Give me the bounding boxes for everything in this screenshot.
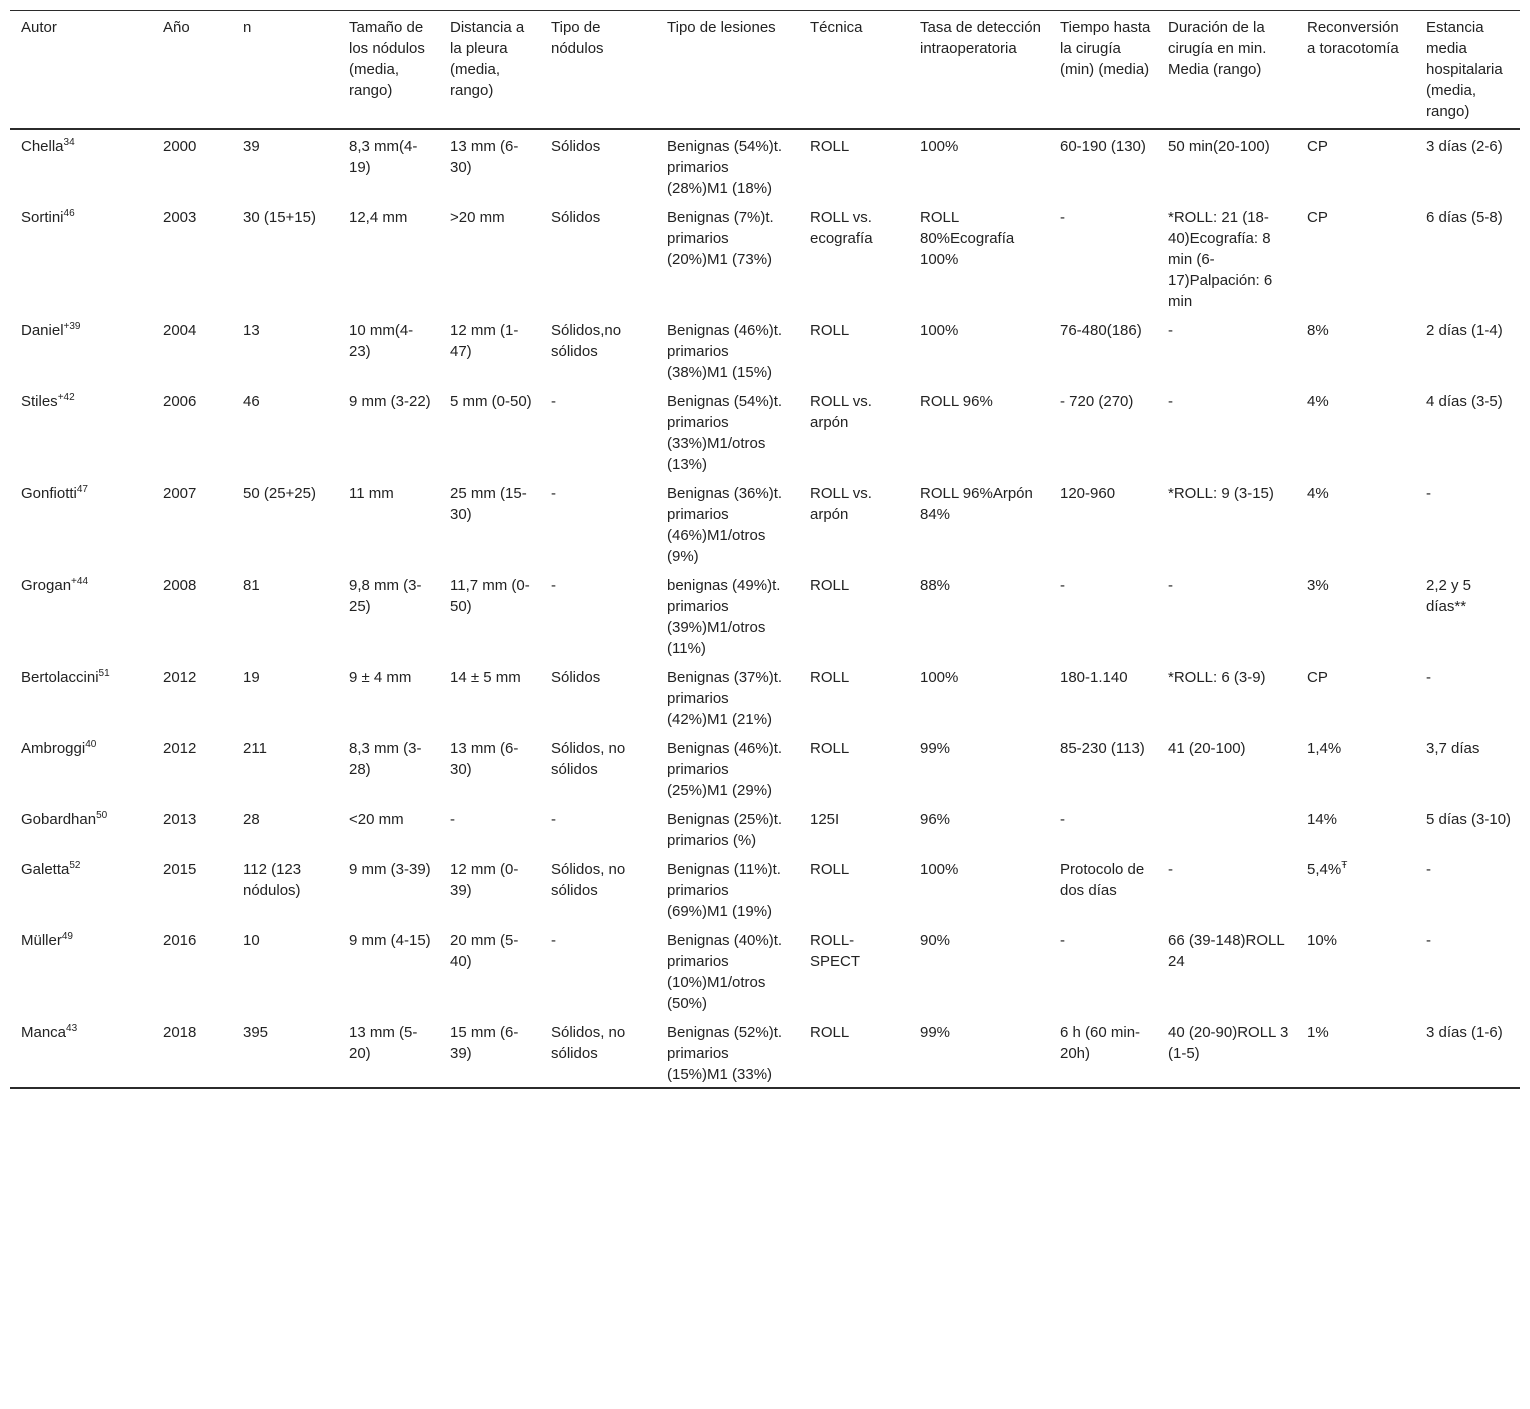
reference-superscript: 50 xyxy=(96,810,108,821)
cell-author: Ambroggi$^{40}$ xyxy=(21,739,97,757)
cell-distance: 13 mm (6-30) xyxy=(450,138,519,176)
cell-duration: 40 (20-90)ROLL 3 (1-5) xyxy=(1168,1024,1289,1062)
table-row xyxy=(10,314,1520,385)
cell-time-to-surgery: 85-230 (113) xyxy=(1060,740,1145,757)
cell-detection: 100% xyxy=(920,669,959,686)
studies-table-frame xyxy=(10,10,1520,1089)
header-tiempo-cirugia: Tiempo hasta la cirugía (min) (media) xyxy=(1049,11,1157,129)
table-row xyxy=(10,129,1520,201)
cell-duration: - xyxy=(1168,861,1173,878)
cell-time-to-surgery: 6 h (60 min-20h) xyxy=(1060,1024,1141,1062)
cell-lesions: Benignas (40%)t. primarios (10%)M1/otros (50%) xyxy=(667,932,783,1012)
cell-stay: 3 días (2-6) xyxy=(1426,138,1503,155)
table-row xyxy=(10,803,1520,853)
cell-conversion: CP xyxy=(1307,209,1328,226)
reference-superscript: 43 xyxy=(66,1023,78,1034)
cell-duration: *ROLL: 9 (3-15) xyxy=(1168,485,1274,502)
cell-year: 2006 xyxy=(163,393,197,410)
cell-duration: 41 (20-100) xyxy=(1168,740,1246,757)
cell-year: 2008 xyxy=(163,577,197,594)
cell-size: 8,3 mm (3-28) xyxy=(349,740,422,778)
cell-year: 2000 xyxy=(163,138,197,155)
cell-technique: ROLL vs. arpón xyxy=(810,393,872,431)
cell-detection: 96% xyxy=(920,811,951,828)
cell-stay: 5 días (3-10) xyxy=(1426,811,1512,828)
cell-author: Gobardhan$^{50}$ xyxy=(21,810,108,828)
cell-n: 211 xyxy=(243,740,267,757)
cell-distance: 25 mm (15-30) xyxy=(450,485,527,523)
cell-stay: - xyxy=(1426,485,1431,502)
reference-superscript: 34 xyxy=(63,137,75,148)
cell-detection: 100% xyxy=(920,861,959,878)
cell-year: 2018 xyxy=(163,1024,197,1041)
cell-distance: 14 ± 5 mm xyxy=(450,669,521,686)
header-distancia: Distancia a la pleura (media, rango) xyxy=(439,11,540,129)
table-row xyxy=(10,1016,1520,1087)
cell-year: 2015 xyxy=(163,861,197,878)
cell-lesions: Benignas (37%)t. primarios (42%)M1 (21%) xyxy=(667,669,783,728)
cell-time-to-surgery: - 720 (270) xyxy=(1060,393,1134,410)
cell-time-to-surgery: Protocolo de dos días xyxy=(1060,861,1145,899)
cell-author: Daniel$^{+39}$ xyxy=(21,321,81,339)
cell-author: Galetta$^{52}$ xyxy=(21,860,81,878)
cell-distance: 12 mm (1-47) xyxy=(450,322,519,360)
cell-technique: ROLL xyxy=(810,1024,850,1041)
cell-nodule-type: Sólidos, no sólidos xyxy=(551,861,626,899)
cell-lesions: Benignas (46%)t. primarios (25%)M1 (29%) xyxy=(667,740,783,799)
cell-nodule-type: Sólidos, no sólidos xyxy=(551,740,626,778)
table-row xyxy=(10,661,1520,732)
cell-conversion: 1,4% xyxy=(1307,740,1342,757)
cell-year: 2013 xyxy=(163,811,197,828)
cell-time-to-surgery: - xyxy=(1060,577,1065,594)
cell-author: Bertolaccini$^{51}$ xyxy=(21,668,110,686)
table-row xyxy=(10,569,1520,661)
header-tecnica: Técnica xyxy=(799,11,909,129)
cell-time-to-surgery: - xyxy=(1060,811,1065,828)
cell-n: 28 xyxy=(243,811,260,828)
cell-stay: 3 días (1-6) xyxy=(1426,1024,1503,1041)
cell-duration: - xyxy=(1168,393,1173,410)
cell-size: 13 mm (5-20) xyxy=(349,1024,418,1062)
header-autor: Autor xyxy=(10,11,152,129)
table-row xyxy=(10,385,1520,477)
cell-year: 2004 xyxy=(163,322,197,339)
cell-time-to-surgery: 76-480(186) xyxy=(1060,322,1142,339)
cell-size: 11 mm xyxy=(349,485,394,502)
cell-n: 13 xyxy=(243,322,260,339)
cell-time-to-surgery: 180-1.140 xyxy=(1060,669,1128,686)
cell-author: Müller$^{49}$ xyxy=(21,931,73,949)
cell-detection: 99% xyxy=(920,1024,951,1041)
cell-technique: ROLL xyxy=(810,577,850,594)
cell-detection: ROLL 96%Arpón 84% xyxy=(920,485,1033,523)
cell-conversion: 4% xyxy=(1307,485,1329,502)
header-estancia: Estancia media hospitalaria (media, rango) xyxy=(1415,11,1520,129)
cell-n: 10 xyxy=(243,932,260,949)
cell-technique: ROLL xyxy=(810,861,850,878)
cell-distance: 12 mm (0-39) xyxy=(450,861,519,899)
reference-superscript: 51 xyxy=(98,668,110,679)
cell-lesions: Benignas (46%)t. primarios (38%)M1 (15%) xyxy=(667,322,783,381)
cell-author: Stiles$^{+42}$ xyxy=(21,392,75,410)
cell-size: 9,8 mm (3-25) xyxy=(349,577,422,615)
reference-superscript: +39 xyxy=(63,321,81,332)
cell-duration: - xyxy=(1168,577,1173,594)
cell-technique: ROLL vs. arpón xyxy=(810,485,872,523)
cell-n: 39 xyxy=(243,138,260,155)
cell-conversion: 4% xyxy=(1307,393,1329,410)
reference-superscript: 46 xyxy=(63,208,75,219)
cell-time-to-surgery: 60-190 (130) xyxy=(1060,138,1146,155)
cell-distance: - xyxy=(450,811,455,828)
cell-distance: 11,7 mm (0-50) xyxy=(450,577,530,615)
cell-size: 9 mm (4-15) xyxy=(349,932,431,949)
reference-superscript: +42 xyxy=(57,392,75,403)
cell-time-to-surgery: - xyxy=(1060,932,1065,949)
cell-conversion: CP xyxy=(1307,138,1328,155)
cell-duration: 50 min(20-100) xyxy=(1168,138,1270,155)
header-n: n xyxy=(232,11,338,129)
cell-author: Gonfiotti$^{47}$ xyxy=(21,484,88,502)
cell-distance: 5 mm (0-50) xyxy=(450,393,532,410)
cell-conversion: 10% xyxy=(1307,932,1338,949)
cell-lesions: Benignas (54%)t. primarios (28%)M1 (18%) xyxy=(667,138,783,197)
header-duracion: Duración de la cirugía en min. Media (rango) xyxy=(1157,11,1296,129)
header-tasa-deteccion: Tasa de detección intraoperatoria xyxy=(909,11,1049,129)
header-tipo-lesiones: Tipo de lesiones xyxy=(656,11,799,129)
table-row xyxy=(10,732,1520,803)
cell-lesions: Benignas (7%)t. primarios (20%)M1 (73%) xyxy=(667,209,774,268)
cell-technique: ROLL-SPECT xyxy=(810,932,861,970)
cell-distance: 20 mm (5-40) xyxy=(450,932,519,970)
cell-nodule-type: - xyxy=(551,393,556,410)
cell-distance: >20 mm xyxy=(450,209,505,226)
cell-lesions: Benignas (54%)t. primarios (33%)M1/otros (13%) xyxy=(667,393,783,473)
cell-size: 9 ± 4 mm xyxy=(349,669,412,686)
cell-detection: 99% xyxy=(920,740,951,757)
cell-technique: ROLL xyxy=(810,322,850,339)
studies-table xyxy=(10,11,1520,1087)
table-body xyxy=(10,129,1520,1087)
table-row xyxy=(10,477,1520,569)
cell-n: 395 xyxy=(243,1024,269,1041)
header-tipo-nodulos: Tipo de nódulos xyxy=(540,11,656,129)
cell-conversion: 14% xyxy=(1307,811,1338,828)
cell-nodule-type: Sólidos,no sólidos xyxy=(551,322,622,360)
cell-conversion: CP xyxy=(1307,669,1328,686)
cell-lesions: Benignas (52%)t. primarios (15%)M1 (33%) xyxy=(667,1024,783,1083)
cell-stay: - xyxy=(1426,861,1431,878)
cell-stay: - xyxy=(1426,932,1431,949)
cell-detection: 90% xyxy=(920,932,951,949)
cell-duration: *ROLL: 21 (18-40)Ecografía: 8 min (6-17)Palpación: 6 min xyxy=(1168,209,1273,310)
cell-time-to-surgery: 120-960 xyxy=(1060,485,1116,502)
reference-superscript: 40 xyxy=(85,739,97,750)
cell-year: 2012 xyxy=(163,740,197,757)
cell-nodule-type: Sólidos xyxy=(551,669,601,686)
cell-stay: 2,2 y 5 días** xyxy=(1426,577,1472,615)
cell-lesions: Benignas (25%)t. primarios (%) xyxy=(667,811,783,849)
reference-superscript: 49 xyxy=(61,931,73,942)
cell-stay: 4 días (3-5) xyxy=(1426,393,1503,410)
cell-size: 8,3 mm(4-19) xyxy=(349,138,418,176)
cell-nodule-type: - xyxy=(551,811,556,828)
cell-duration: - xyxy=(1168,322,1173,339)
table-row xyxy=(10,853,1520,924)
cell-distance: 15 mm (6-39) xyxy=(450,1024,519,1062)
cell-lesions: Benignas (11%)t. primarios (69%)M1 (19%) xyxy=(667,861,781,920)
cell-author: Manca$^{43}$ xyxy=(21,1023,78,1041)
header-row xyxy=(10,11,1520,129)
cell-detection: ROLL 80%Ecografía 100% xyxy=(920,209,1015,268)
cell-lesions: benignas (49%)t. primarios (39%)M1/otros (11%) xyxy=(667,577,781,657)
cell-conversion: 1% xyxy=(1307,1024,1329,1041)
cell-nodule-type: - xyxy=(551,577,556,594)
cell-size: 10 mm(4-23) xyxy=(349,322,414,360)
cell-nodule-type: Sólidos xyxy=(551,138,601,155)
cell-size: 9 mm (3-22) xyxy=(349,393,431,410)
cell-nodule-type: - xyxy=(551,932,556,949)
cell-author: Chella$^{34}$ xyxy=(21,137,75,155)
header-ano: Año xyxy=(152,11,232,129)
cell-size: 9 mm (3-39) xyxy=(349,861,431,878)
cell-technique: ROLL xyxy=(810,669,850,686)
cell-detection: 100% xyxy=(920,322,959,339)
cell-year: 2016 xyxy=(163,932,197,949)
cell-stay: - xyxy=(1426,669,1431,686)
cell-stay: 6 días (5-8) xyxy=(1426,209,1503,226)
reference-superscript: 52 xyxy=(69,860,81,871)
cell-lesions: Benignas (36%)t. primarios (46%)M1/otros (9%) xyxy=(667,485,783,565)
cell-detection: 88% xyxy=(920,577,951,594)
cell-stay: 2 días (1-4) xyxy=(1426,322,1503,339)
cell-year: 2007 xyxy=(163,485,197,502)
cell-stay: 3,7 días xyxy=(1426,740,1480,757)
cell-n: 19 xyxy=(243,669,260,686)
reference-superscript: +44 xyxy=(71,576,89,587)
footnote-mark: Ŧ xyxy=(1341,860,1348,871)
cell-n: 112 (123 nódulos) xyxy=(243,861,302,899)
cell-nodule-type: - xyxy=(551,485,556,502)
table-row xyxy=(10,924,1520,1016)
cell-n: 50 (25+25) xyxy=(243,485,316,502)
cell-time-to-surgery: - xyxy=(1060,209,1065,226)
cell-technique: ROLL xyxy=(810,138,850,155)
cell-conversion: 5,4%$^Ŧ$ xyxy=(1307,860,1348,878)
cell-duration: 66 (39-148)ROLL 24 xyxy=(1168,932,1285,970)
cell-nodule-type: Sólidos, no sólidos xyxy=(551,1024,626,1062)
cell-size: <20 mm xyxy=(349,811,404,828)
table-row xyxy=(10,201,1520,314)
cell-n: 46 xyxy=(243,393,260,410)
cell-technique: 125I xyxy=(810,811,840,828)
cell-nodule-type: Sólidos xyxy=(551,209,601,226)
cell-year: 2003 xyxy=(163,209,197,226)
cell-author: Grogan$^{+44}$ xyxy=(21,576,89,594)
cell-author: Sortini$^{46}$ xyxy=(21,208,75,226)
cell-duration: *ROLL: 6 (3-9) xyxy=(1168,669,1266,686)
cell-distance: 13 mm (6-30) xyxy=(450,740,519,778)
cell-detection: 100% xyxy=(920,138,959,155)
header-reconversion: Reconversión a toracotomía xyxy=(1296,11,1415,129)
reference-superscript: 47 xyxy=(76,484,88,495)
cell-year: 2012 xyxy=(163,669,197,686)
cell-technique: ROLL xyxy=(810,740,850,757)
header-tamano: Tamaño de los nódulos (media, rango) xyxy=(338,11,439,129)
cell-duration xyxy=(1157,803,1296,853)
cell-n: 81 xyxy=(243,577,260,594)
cell-n: 30 (15+15) xyxy=(243,209,316,226)
cell-technique: ROLL vs. ecografía xyxy=(810,209,873,247)
cell-conversion: 8% xyxy=(1307,322,1329,339)
cell-conversion: 3% xyxy=(1307,577,1329,594)
cell-detection: ROLL 96% xyxy=(920,393,993,410)
cell-size: 12,4 mm xyxy=(349,209,408,226)
